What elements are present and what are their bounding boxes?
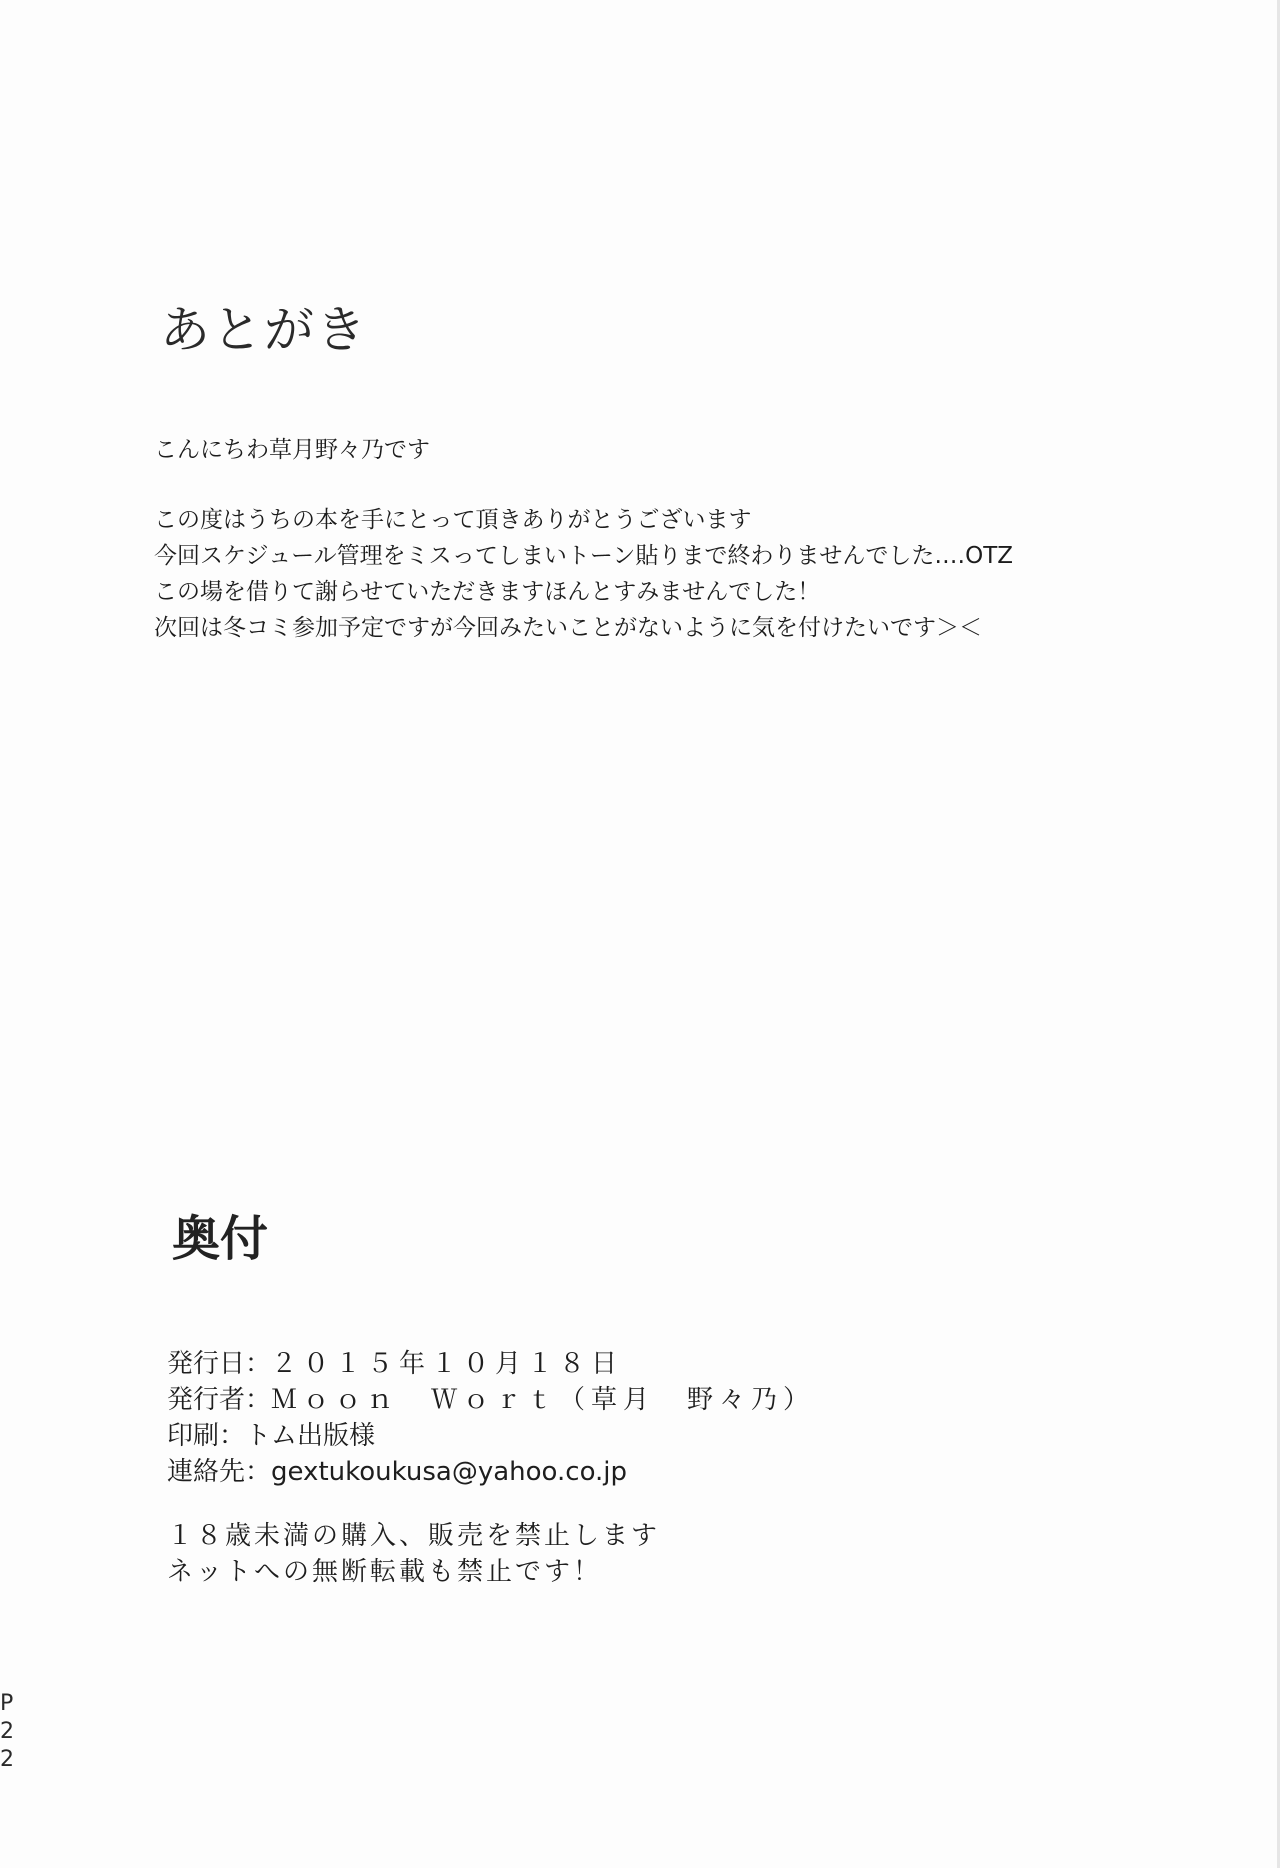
age-restriction-notice: １８歳未満の購入、販売を禁止します: [167, 1521, 661, 1551]
afterword-line: この度はうちの本を手にとって頂きありがとうございます: [154, 507, 752, 533]
publisher-row: [167, 1382, 815, 1418]
colophon-title: 奥付: [172, 1211, 269, 1267]
contact-email: gextukoukusa@yahoo.co.jp: [271, 1457, 628, 1487]
printer-label: 印刷：: [167, 1421, 246, 1451]
printer-row: [167, 1418, 815, 1454]
publisher-label: 発行者：: [167, 1385, 272, 1415]
no-reposting-notice: ネットへの無断転載も禁止です！: [167, 1557, 603, 1587]
afterword-line: 次回は冬コミ参加予定ですが今回みたいことがないように気を付けたいです＞＜: [154, 615, 982, 641]
afterword-greeting: こんにちわ草月野々乃です: [154, 437, 430, 463]
afterword-body: [154, 432, 1214, 646]
afterword-line: この場を借りて謝らせていただきますほんとすみませんでした！: [154, 579, 821, 605]
publication-date-value: ２０１５年１０月１８日: [271, 1349, 624, 1379]
colophon-body: [167, 1346, 815, 1590]
page-number-char: 2: [0, 1719, 14, 1744]
printer-value: トム出版様: [245, 1421, 376, 1451]
publication-date-row: [167, 1346, 815, 1382]
page-number: [0, 1690, 20, 1774]
contact-label: 連絡先：: [167, 1457, 272, 1487]
page-number-char: P: [0, 1691, 14, 1716]
afterword-line: 今回スケジュール管理をミスってしまいトーン貼りまで終わりませんでした‥‥OTZ: [154, 543, 1014, 569]
contact-row: [167, 1454, 815, 1490]
publisher-value: Ｍｏｏｎ Ｗｏｒｔ（草月 野々乃）: [271, 1385, 816, 1415]
spacer: [167, 1490, 815, 1518]
afterword-title: あとがき: [160, 301, 368, 359]
page-number-char: 2: [0, 1747, 14, 1772]
publication-date-label: 発行日：: [167, 1349, 272, 1379]
